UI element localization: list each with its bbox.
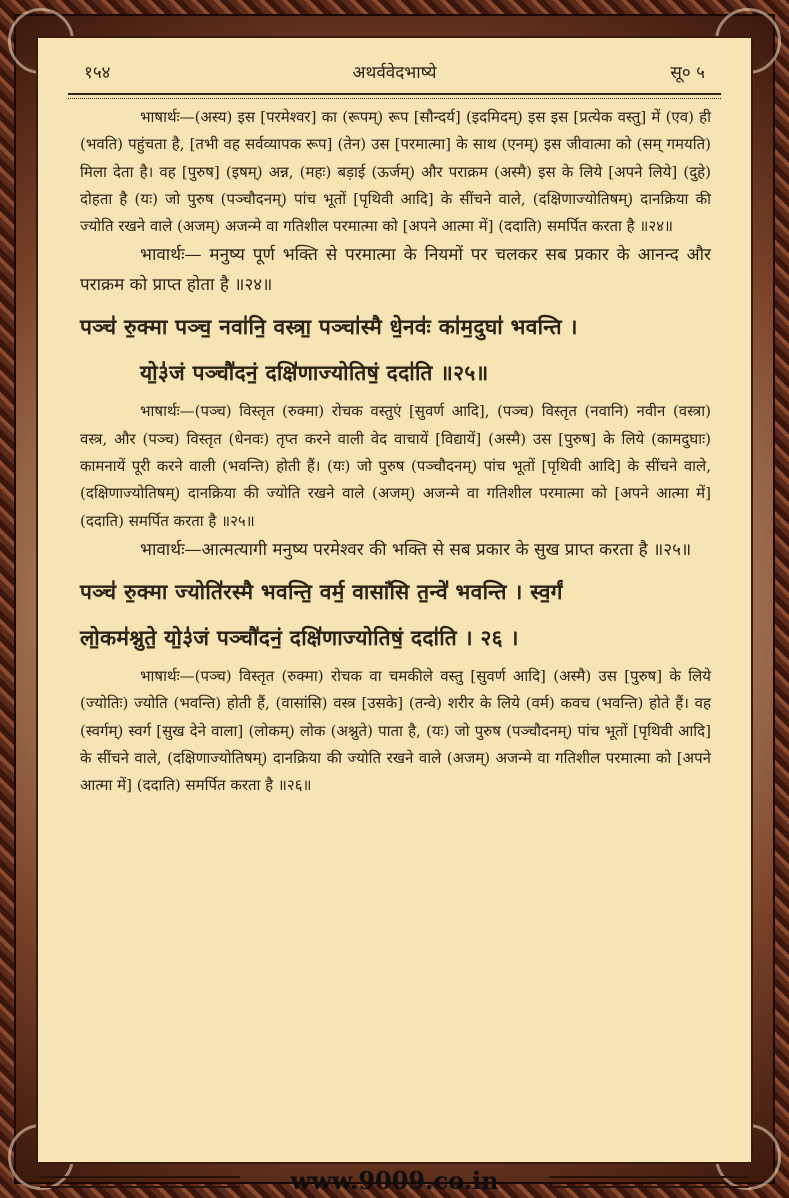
- page-body: [80, 104, 711, 799]
- mantra-26-line-1: पञ्च॑ रु॒क्मा ज्योति॑रस्मै भवन्ति॒ वर्म॒ वासां॑सि त॒न्वे॑ भवन्ति । स्व॒र्गं: [80, 578, 563, 604]
- mantra-25-line-1: पञ्च॑ रु॒क्मा पञ्च॒ नवा॑नि॒ वस्त्रा॒ पञ्चा॑स्मै धे॒नवः॑ का॑म॒दुघा॑ भवन्ति ।: [80, 314, 578, 340]
- footer-ornament-left: [40, 1176, 240, 1188]
- mantra-25-line-2: यो॒३॑॑जं पञ्चौ॑दनं॒ दक्षि॑णाज्योतिषं॒ ददा॑ति ॥२५॥: [140, 360, 489, 386]
- bhavarth-24: भावार्थः— मनुष्य पूर्ण भक्ति से परमात्मा के नियमों पर चलकर सब प्रकार के आनन्द और पराक्रम को प्राप्त होता है ॥२४॥: [80, 245, 711, 296]
- book-page: [36, 36, 753, 1164]
- page-header: [74, 60, 715, 86]
- sukta-number: सू० ५: [670, 63, 705, 83]
- bhasharth-26: भाषार्थः—(पञ्च) विस्तृत (रुक्मा) रोचक वा चमकीले वस्तु [सुवर्ण आदि] (अस्मै) उस [पुरुष] के लिये (ज्योतिः) ज्योति (भवन्ति) होती हैं, (वासांसि) वस्त्र [उसके] (तन्वे) शरीर के लिये (वर्म) कवच (भवन्ति) होते हैं। वह (स्वर्गम्) स्वर्ग [सुख देने वाला] (लोकम्) लोक (अश्नुते) पाता है, (यः) जो पुरुष (पञ्चौदनम्) पांच भूतों [पृथिवी आदि] के सींचने वाले, (दक्षिणाज्योतिषम्) दानक्रिया की ज्योति रखने वाले (अजम्) अजन्मे वा गतिशील परमात्मा को [अपने आत्मा में] (ददाति) समर्पित करता है ॥२६॥: [80, 666, 711, 795]
- bhavarth-25: भावार्थः—आत्मत्यागी मनुष्य परमेश्वर की भक्ति से सब प्रकार के सुख प्राप्त करता है ॥२५॥: [140, 539, 692, 560]
- header-rule: [68, 93, 721, 101]
- website-url[interactable]: www.9009.co.in: [290, 1166, 499, 1195]
- mantra-26-line-2: लो॒कम॑श्नुते॒ यो॒३॑॑जं पञ्चौ॑दनं॒ दक्षि॑णाज्योतिषं॒ ददा॑ति । २६ ।: [80, 624, 519, 650]
- bhasharth-25: भाषार्थः—(पञ्च) विस्तृत (रुक्मा) रोचक वस्तुएं [सुवर्ण आदि], (पञ्च) विस्तृत (नवानि) नवीन (वस्त्रा) वस्त्र, और (पञ्च) विस्तृत (धेनवः) तृप्त करने वाली वेद वाचायें [विद्यायें] (अस्मै) उस [पुरुष] के लिये (कामदुघाः) कामनायें पूरी करने वाली (भवन्ति) होती हैं। (यः) जो पुरुष (पञ्चौदनम्) पांच भूतों [पृथिवी आदि] के सींचने वाले, (दक्षिणाज्योतिषम्) दानक्रिया की ज्योति रखने वाले (अजम्) अजन्मे वा गतिशील परमात्मा को [अपने आत्मा में] (ददाति) समर्पित करता है ॥२५॥: [80, 402, 711, 530]
- page-number: १५४: [84, 63, 111, 83]
- bhasharth-24: भाषार्थः—(अस्य) इस [परमेश्वर] का (रूपम्) रूप [सौन्दर्य] (इदमिदम्) इस इस [प्रत्येक वस्तु] में (एव) ही (भवति) पहुंचता है, [तभी वह सर्वव्यापक रूप] (तेन) उस [परमात्मा] के साथ (एनम्) इस जीवात्मा को (सम् गमयति) मिला देता है। वह [पुरुष] (इषम्) अन्न, (महः) बड़ाई (ऊर्जम्) और पराक्रम (अस्मै) इस के लिये [अपने लिये] (दुहे) दोहता है (यः) जो पुरुष (पञ्चौदनम्) पांच भूतों [पृथिवी आदि] के सींचने वाले, (दक्षिणाज्योतिषम्) दानक्रिया की ज्योति रखने वाले (अजम्) अजन्मे वा गतिशील परमात्मा को [अपने आत्मा में] (ददाति) समर्पित करता है ॥२४॥: [80, 108, 711, 236]
- page-footer: [0, 1166, 789, 1195]
- footer-ornament-right: [549, 1176, 749, 1188]
- page-title: अथर्ववेदभाष्ये: [352, 63, 437, 83]
